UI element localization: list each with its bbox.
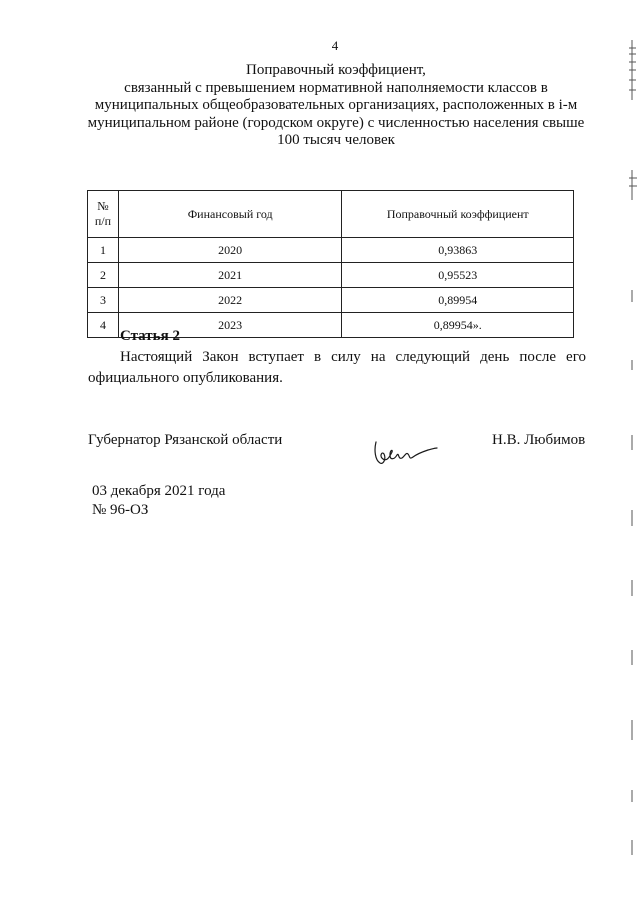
cell-num: 3	[88, 288, 119, 313]
document-date: 03 декабря 2021 года	[92, 483, 226, 499]
article-heading: Статья 2	[120, 328, 180, 344]
coefficient-table	[87, 190, 574, 338]
cell-num: 2	[88, 263, 119, 288]
table-row	[88, 238, 574, 263]
cell-coef: 0,93863	[342, 238, 574, 263]
table-row	[88, 288, 574, 313]
title-line: муниципальных общеобразовательных организациях, расположенных в i-м	[94, 97, 578, 113]
header-num: № п/п	[88, 191, 119, 238]
governor-title: Губернатор Рязанской области	[88, 432, 283, 448]
scan-edge-marks	[626, 40, 638, 870]
header-coef: Поправочный коэффициент	[342, 191, 574, 238]
cell-year: 2021	[118, 263, 342, 288]
cell-num: 1	[88, 238, 119, 263]
title-line: Поправочный коэффициент,	[246, 62, 426, 78]
article-text: Настоящий Закон вступает в силу на следующий день после его официального опубликования.	[88, 349, 586, 386]
cell-num: 4	[88, 313, 119, 338]
cell-coef: 0,89954	[342, 288, 574, 313]
title-line: муниципальном районе (городском округе) с численностью населения свыше	[87, 114, 585, 131]
document-number: № 96-ОЗ	[92, 502, 149, 518]
handwritten-signature	[370, 430, 440, 470]
table-row	[88, 263, 574, 288]
cell-year: 2022	[118, 288, 342, 313]
header-year: Финансовый год	[118, 191, 342, 238]
document-title	[86, 62, 586, 150]
page-number: 4	[331, 38, 339, 53]
cell-year: 2023	[118, 313, 342, 338]
cell-year: 2020	[118, 238, 342, 263]
governor-name: Н.В. Любимов	[492, 432, 586, 448]
title-line: связанный с превышением нормативной наполняемости классов в	[124, 79, 548, 96]
title-line: 100 тысяч человек	[277, 132, 395, 148]
table-header-row	[88, 191, 574, 238]
cell-coef: 0,95523	[342, 263, 574, 288]
cell-coef: 0,89954».	[342, 313, 574, 338]
